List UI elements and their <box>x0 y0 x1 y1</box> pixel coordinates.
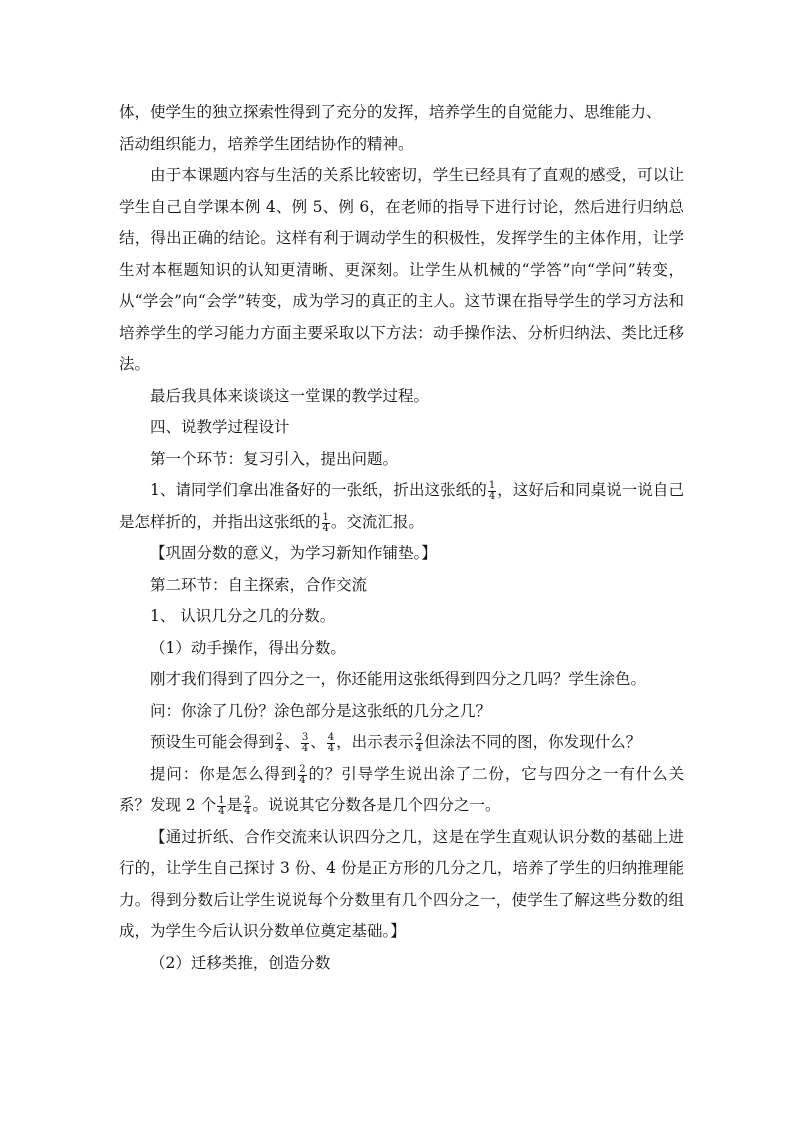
fraction-numerator: 2 <box>299 763 306 775</box>
separator: 、 <box>284 733 300 751</box>
fraction-one-quarter <box>217 796 225 817</box>
fraction-numerator: 1 <box>322 511 329 523</box>
paragraph-text: ，出示表示 <box>336 733 414 751</box>
fraction-denominator: 4 <box>299 774 306 786</box>
bracket-note-1: 【巩固分数的意义，为学习新知作铺垫。】 <box>150 544 437 562</box>
fraction-four-quarters <box>327 733 335 754</box>
paragraph-text: 。说说其它分数各是几个四分之一。 <box>252 796 501 814</box>
fraction-numerator: 1 <box>218 795 225 806</box>
fraction-denominator: 4 <box>322 522 329 534</box>
paragraph-coloring: 刚才我们得到了四分之一，你还能用这张纸得到四分之几吗？学生涂色。 <box>150 670 647 688</box>
paragraph-transition: 最后我具体来谈谈这一堂课的教学过程。 <box>150 386 430 405</box>
fraction-one-quarter <box>488 481 496 502</box>
fraction-one-quarter <box>322 513 330 534</box>
paragraph-fold-paper <box>119 475 684 538</box>
fraction-two-quarters <box>243 796 251 817</box>
fraction-numerator: 1 <box>488 480 496 491</box>
paragraph-question: 问：你涂了几份？涂色部分是这张纸的几分之几？ <box>150 701 492 720</box>
paragraph-text: 提问：你是怎么得到 <box>150 764 298 783</box>
paragraph-prediction <box>119 727 684 759</box>
bracket-note-2: 【通过折纸、合作交流来认识四分之几，这是在学生直观认识分数的基础上进行的，让学生自己探讨 3 份、4 份是正方形的几分之几，培养了学生的归纳推理能力。得到分数后让学生说说每个分数里有几个四分之一，使学生了解这些分数的组成，为学生今后认识分数单位奠定基础。】 <box>119 827 684 940</box>
paragraph-text: 但涂法不同的图，你发现什么？ <box>424 733 642 751</box>
fraction-denominator: 4 <box>218 806 225 817</box>
fraction-denominator: 4 <box>244 806 251 817</box>
fraction-numerator: 4 <box>327 732 335 743</box>
paragraph-line: 体，使学生的独立探索性得到了充分的发挥，培养学生的自觉能力、思维能力、 <box>119 103 662 121</box>
subheading-1-1: （1）动手操作，得出分数。 <box>150 638 346 657</box>
paragraph-line: 活动组织能力，培养学生团结协作的精神。 <box>119 134 414 153</box>
fraction-denominator: 4 <box>415 743 423 754</box>
fraction-numerator: 2 <box>244 795 251 806</box>
fraction-numerator: 2 <box>415 732 423 743</box>
paragraph-text: 预设生可能会得到 <box>150 733 275 751</box>
fraction-denominator: 4 <box>301 743 309 754</box>
paragraph-text: 是 <box>226 796 243 814</box>
separator: 、 <box>310 733 326 751</box>
fraction-denominator: 4 <box>276 743 283 754</box>
fraction-denominator: 4 <box>488 491 496 502</box>
fraction-numerator: 2 <box>276 732 283 743</box>
subheading-1: 1、 认识几分之几的分数。 <box>150 607 336 625</box>
fraction-two-quarters <box>415 733 423 754</box>
stage-heading-2: 第二环节：自主探索，合作交流 <box>150 575 368 594</box>
fraction-denominator: 4 <box>327 743 335 754</box>
paragraph-teaching-method: 由于本课题内容与生活的关系比较密切，学生已经具有了直观的感受，可以让学生自己自学课本例 4、例 5、例 6，在老师的指导下进行讨论，然后进行归纳总结，得出正确的结论。这样有利于调动学生的积极性，发挥学生的主体作用，让学生对本框题知识的认知更清晰、更深刻。让学生从机械的“学答”向“学问”转变，从“学会”向“会学”转变，成为学习的真正的主人。这节课在指导学生的学习方法和培养学生的学习能力方面主要采取以下方法：动手操作法、分析归纳法、类比迁移法。 <box>119 166 684 373</box>
paragraph-prompt <box>119 759 684 822</box>
fraction-three-quarters <box>301 733 309 754</box>
fraction-two-quarters <box>275 733 283 754</box>
fraction-two-quarters <box>298 765 306 786</box>
paragraph-text: 。交流汇报。 <box>330 512 424 531</box>
paragraph-text: 1、请同学们拿出准备好的一张纸，折出这张纸的 <box>150 481 487 499</box>
paragraph-text: 的？引导学生说出涂了二份，它与四分之一有什么关系？发现 2 个 <box>119 764 684 814</box>
stage-heading-1: 第一个环节：复习引入，提出问题。 <box>150 449 399 468</box>
section-heading: 四、说教学过程设计 <box>150 418 290 436</box>
paragraph-text: ，这好后和同桌说一说自己是怎样折的，并指出这张纸的 <box>119 481 684 531</box>
fraction-numerator: 3 <box>301 732 309 743</box>
subheading-1-2: （2）迁移类推，创造分数 <box>150 953 331 972</box>
paragraph-continuation <box>119 97 684 160</box>
